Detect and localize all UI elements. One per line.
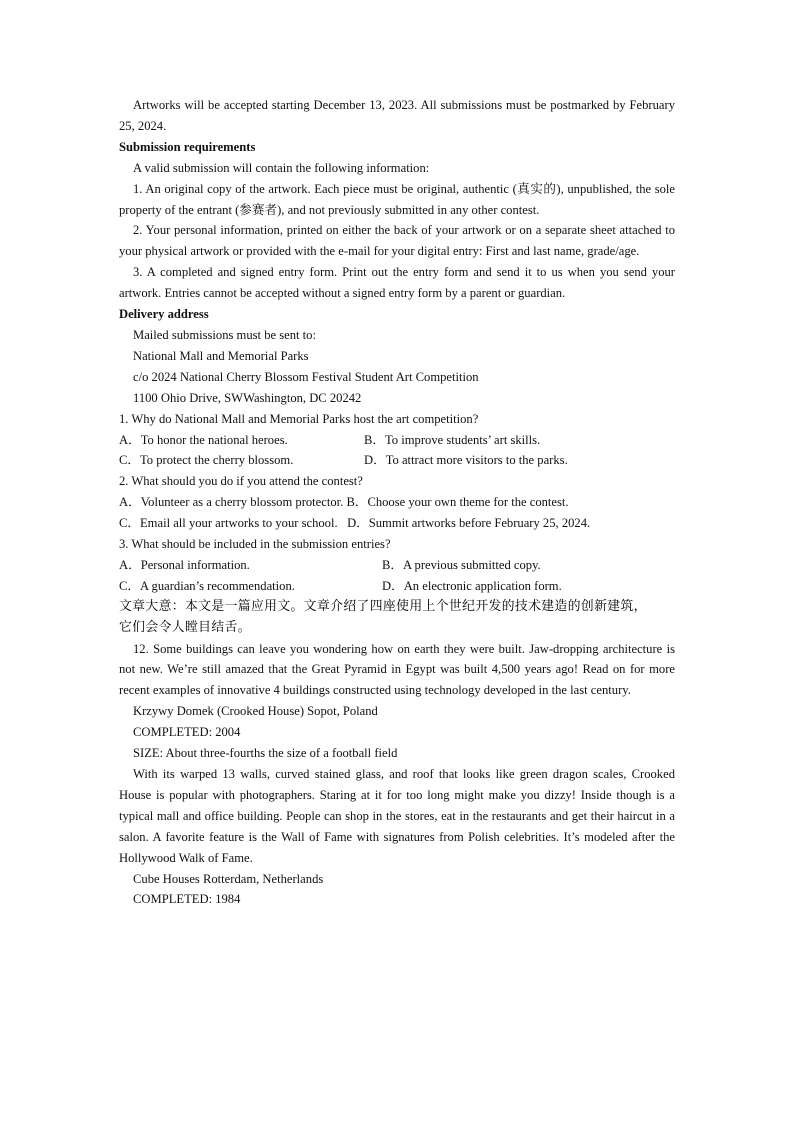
address-line: 1100 Ohio Drive, SWWashington, DC 20242	[133, 390, 362, 405]
delivery-address-heading: Delivery address	[119, 307, 209, 322]
document-body	[119, 95, 675, 910]
q1-option-b: B．To improve students’ art skills.	[364, 432, 541, 447]
question-3-stem: 3. What should be included in the submission entries?	[119, 537, 391, 552]
q3-option-b: B．A previous submitted copy.	[382, 557, 541, 572]
building-1-size: SIZE: About three-fourths the size of a football field	[133, 746, 398, 761]
address-line: c/o 2024 National Cherry Blossom Festival Student Art Competition	[133, 369, 479, 384]
requirement-1: 1. An original copy of the artwork. Each piece must be original, authentic (真实的), unpublished, the sole property of the entrant (参赛者), and not previously submitted in any other contest.	[119, 181, 675, 217]
requirements-intro: A valid submission will contain the following information:	[133, 160, 430, 175]
intro-paragraph: Artworks will be accepted starting December 13, 2023. All submissions must be postmarked by February 25, 2024.	[119, 98, 675, 133]
building-2-completed: COMPLETED: 1984	[133, 892, 241, 907]
submission-requirements-heading: Submission requirements	[119, 139, 256, 154]
address-line: Mailed submissions must be sent to:	[133, 327, 316, 342]
question-3-options-row	[119, 555, 675, 576]
q1-option-a: A．To honor the national heroes.	[119, 432, 288, 447]
question-2-stem: 2. What should you do if you attend the contest?	[119, 474, 363, 489]
requirement-2: 2. Your personal information, printed on either the back of your artwork or on a separate sheet attached to your physical artwork or provided with the e-mail for your digital entry: First and last name, grade/age.	[119, 223, 675, 259]
q3-option-c: C．A guardian’s recommendation.	[119, 578, 295, 593]
building-2-name: Cube Houses Rotterdam, Netherlands	[133, 871, 324, 886]
building-1-completed: COMPLETED: 2004	[133, 725, 241, 740]
building-1-description: With its warped 13 walls, curved stained glass, and roof that looks like green dragon scales, Crooked House is popular with photographers. Staring at it for too long might make you dizzy! Inside though is a typical mall and office building. People can shop in the stores, eat in the restaurants and get their haircut in a salon. A favorite feature is the Wall of Fame with signatures from Polish celebrities. It’s modeled after the Hollywood Walk of Fame.	[119, 767, 675, 865]
q2-option-c: C．Email all your artworks to your school.	[119, 516, 338, 531]
question-3-options-row	[119, 576, 675, 597]
q3-option-a: A．Personal information.	[119, 557, 250, 572]
address-line: National Mall and Memorial Parks	[133, 348, 309, 363]
question-1-stem: 1. Why do National Mall and Memorial Parks host the art competition?	[119, 411, 479, 426]
building-1-name: Krzywy Domek (Crooked House) Sopot, Poland	[133, 704, 378, 719]
q2-option-d: D．Summit artworks before February 25, 2024.	[347, 516, 591, 531]
question-1-options-row	[119, 450, 675, 471]
summary-line-2: 它们会令人瞠目结舌。	[119, 619, 251, 635]
requirement-3: 3. A completed and signed entry form. Print out the entry form and send it to us when you send your artwork. Entries cannot be accepted without a signed entry form by a parent or guardian.	[119, 265, 675, 301]
q1-option-c: C．To protect the cherry blossom.	[119, 453, 294, 468]
summary-line-1: 文章大意：本文是一篇应用文。文章介绍了四座使用上个世纪开发的技术建造的创新建筑，	[119, 598, 647, 614]
q3-option-d: D．An electronic application form.	[382, 578, 562, 593]
q1-option-d: D．To attract more visitors to the parks.	[364, 453, 568, 468]
q2-options-cd	[119, 513, 675, 534]
q2-options-ab: A．Volunteer as a cherry blossom protector. B．Choose your own theme for the contest.	[119, 495, 569, 510]
passage-12-paragraph: 12. Some buildings can leave you wondering how on earth they were built. Jaw-dropping architecture is not new. We’re still amazed that the Great Pyramid in Egypt was built 4,500 years ago! Read on for more recent examples of innovative 4 buildings constructed using technology developed in the last century.	[119, 641, 675, 698]
question-1-options-row	[119, 430, 675, 451]
